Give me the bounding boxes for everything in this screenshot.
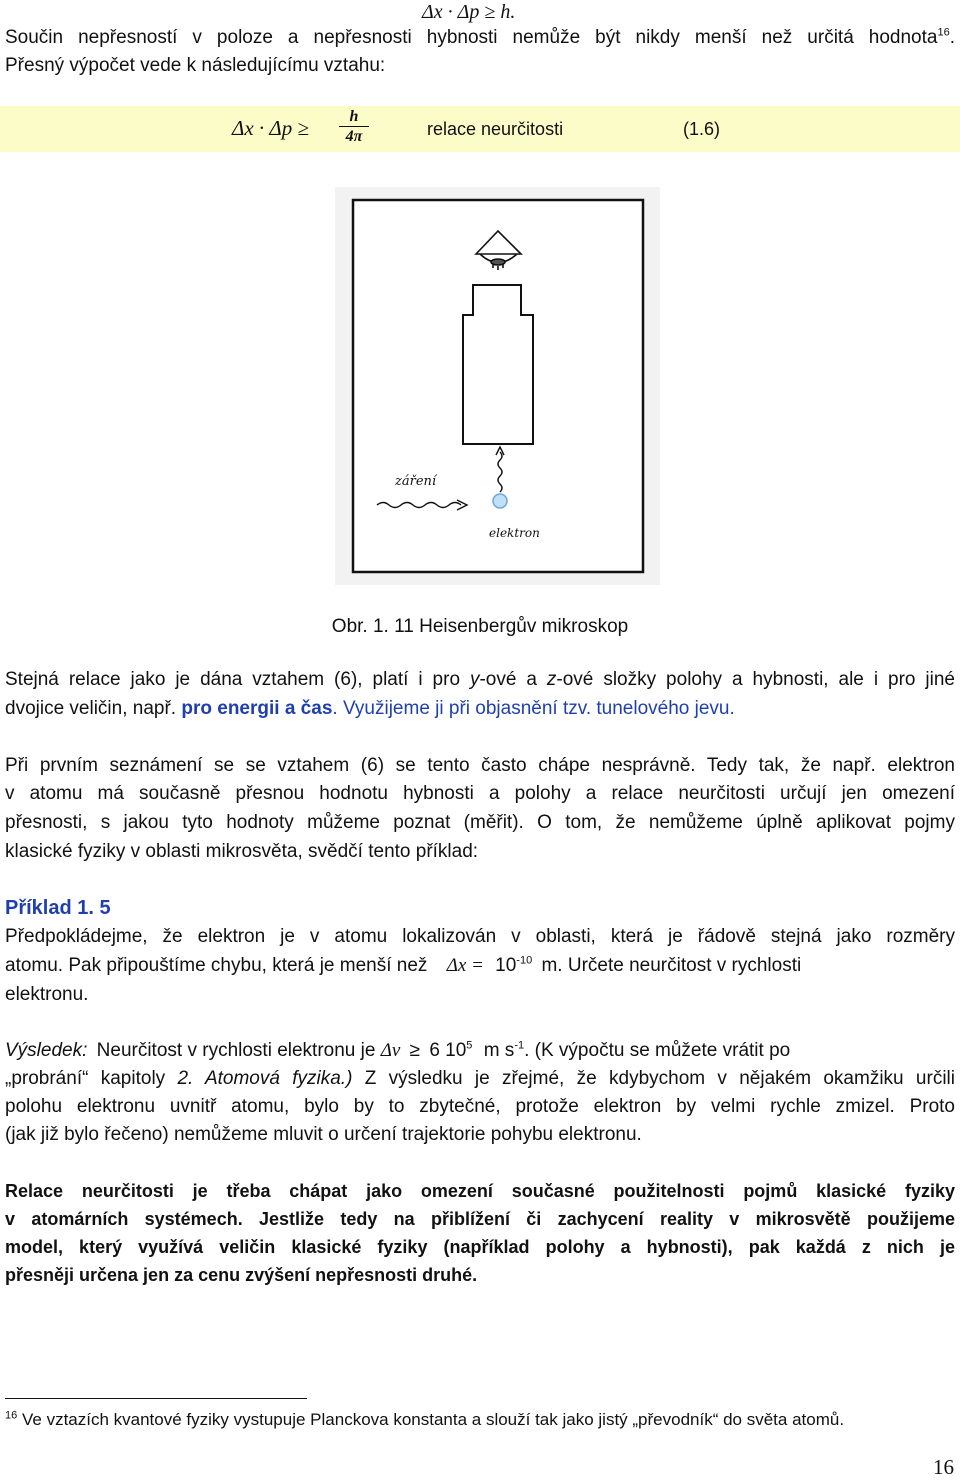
example-l2-value: 10 [495, 955, 517, 976]
result-line-3: polohu elektronu uvnitř atomu, bylo by to zbytečné, protože elektron by velmi rychle zmizel. Proto [5, 1096, 955, 1117]
example-title: Příklad 1. 5 [5, 897, 111, 919]
para2-line-3: přesnosti, s jakou tyto hodnoty můžeme poznat (měřit). O tom, že nemůžeme úplně aplikovat pojmy [5, 812, 955, 833]
conclusion-line-2: v atomárních systémech. Jestliže tedy na přiblížení či zachycení reality v mikrosvětě použijeme [5, 1209, 955, 1229]
conclusion-line-4: přesněji určena jen za cenu zvýšení nepřesnosti druhé. [5, 1265, 478, 1285]
footnote-text: Ve vztazích kvantové fyziky vystupuje Planckova konstanta a slouží tak jako jistý „převodník“ do světa atomů. [21, 1410, 845, 1429]
intro-line-2: Přesný výpočet vede k následujícímu vztahu: [5, 55, 386, 76]
geq-symbol: ≥ [409, 1040, 421, 1061]
example-l2-text: atomu. Pak připouštíme chybu, která je menší než [5, 955, 428, 976]
result-l2-text: „probrání“ kapitoly [5, 1068, 178, 1089]
para1-text-c: -ové složky polohy a hybnosti, ale i pro jiné [556, 669, 955, 690]
para1-l2-bold: pro energii a čas [181, 698, 333, 719]
top-formula: Δx · Δp ≥ h. [422, 1, 516, 23]
label-electron: elektron [489, 526, 540, 540]
equation-denominator: 4π [345, 128, 363, 145]
example-line-2 [5, 952, 955, 980]
example-l2-rest: m. Určete neurčitost v rychlosti [541, 955, 802, 976]
equation-fraction [337, 107, 371, 147]
result-line-2 [5, 1065, 955, 1093]
conclusion-line-3: model, který využívá veličin klasické fyziky (například polohy a hybnosti), pak každá z nich je [5, 1237, 955, 1257]
example-line-1: Předpokládejme, že elektron je v atomu lokalizován v oblasti, která je řádově stejná jako rozměry [5, 926, 955, 947]
para1-y: y [469, 669, 480, 690]
page-number: 16 [933, 1455, 954, 1479]
para1-line-1 [5, 666, 955, 694]
intro-text: Součin nepřesností v poloze a nepřesnosti hybnosti nemůže být nikdy menší než určitá hodnota [5, 27, 938, 48]
footnote-ref: 16 [937, 26, 950, 39]
result-exponent: 5 [466, 1039, 473, 1052]
footnote [5, 1407, 844, 1433]
result-line-4: (jak již bylo řečeno) nemůžeme mluvit o určení trajektorie pohybu elektronu. [5, 1124, 642, 1145]
intro-line-1 [5, 24, 955, 52]
result-line-1 [5, 1037, 955, 1065]
equation-box [0, 106, 960, 152]
result-label: Výsledek: [5, 1040, 88, 1061]
footnote-number: 16 [5, 1409, 18, 1422]
microscope-drawing [335, 187, 660, 585]
equation-label: relace neurčitosti [427, 119, 564, 139]
result-unit-exponent: -1 [514, 1039, 525, 1052]
para1-l2-rest: . Využijeme ji při objasnění tzv. tunelového jevu. [332, 698, 735, 719]
example-line-3: elektronu. [5, 984, 89, 1005]
para2-line-4: klasické fyziky v oblasti mikrosvěta, svědčí tento příklad: [5, 841, 479, 862]
example-l2-math: Δx = [446, 955, 484, 976]
para1-text: Stejná relace jako je dána vztahem (6), platí i pro [5, 669, 470, 690]
intro-end: . [949, 27, 955, 48]
footnote-separator [5, 1398, 307, 1399]
equation-lhs: Δx · Δp ≥ [232, 116, 309, 140]
result-unit: m s [483, 1040, 515, 1061]
equation-number: (1.6) [683, 119, 721, 139]
result-rest: . (K výpočtu se můžete vrátit po [524, 1040, 791, 1061]
result-value: 6 10 [429, 1040, 467, 1061]
example-l2-exponent: -10 [516, 954, 533, 967]
para2-line-1: Při prvním seznámení se se vztahem (6) se tento často chápe nesprávně. Tedy tak, že např. elektron [5, 755, 955, 776]
conclusion-line-1: Relace neurčitosti je třeba chápat jako omezení současné použitelnosti pojmů klasické fyziky [5, 1181, 955, 1201]
result-l2-rest: Z výsledku je zřejmé, že kdybychom v nějakém okamžiku určili [352, 1068, 955, 1089]
result-l2-italic: 2. Atomová fyzika.) [177, 1068, 353, 1089]
result-text: Neurčitost v rychlosti elektronu je [96, 1040, 376, 1061]
label-radiation: záření [395, 474, 437, 489]
figure-caption: Obr. 1. 11 Heisenbergův mikroskop [331, 616, 629, 637]
para1-line-2 [5, 695, 955, 723]
para1-z: z [546, 669, 557, 690]
para2-line-2: v atomu má současně přesnou hodnotu hybnosti a polohy a relace neurčitosti určují jen omezení [5, 783, 955, 804]
para1-l2-text: dvojice veličin, např. [5, 698, 182, 719]
electron-dot [493, 494, 507, 508]
result-math: Δv [380, 1040, 401, 1061]
para1-text-b: -ové a [479, 669, 547, 690]
equation-numerator: h [349, 108, 359, 125]
figure-heisenberg-microscope [335, 187, 660, 585]
